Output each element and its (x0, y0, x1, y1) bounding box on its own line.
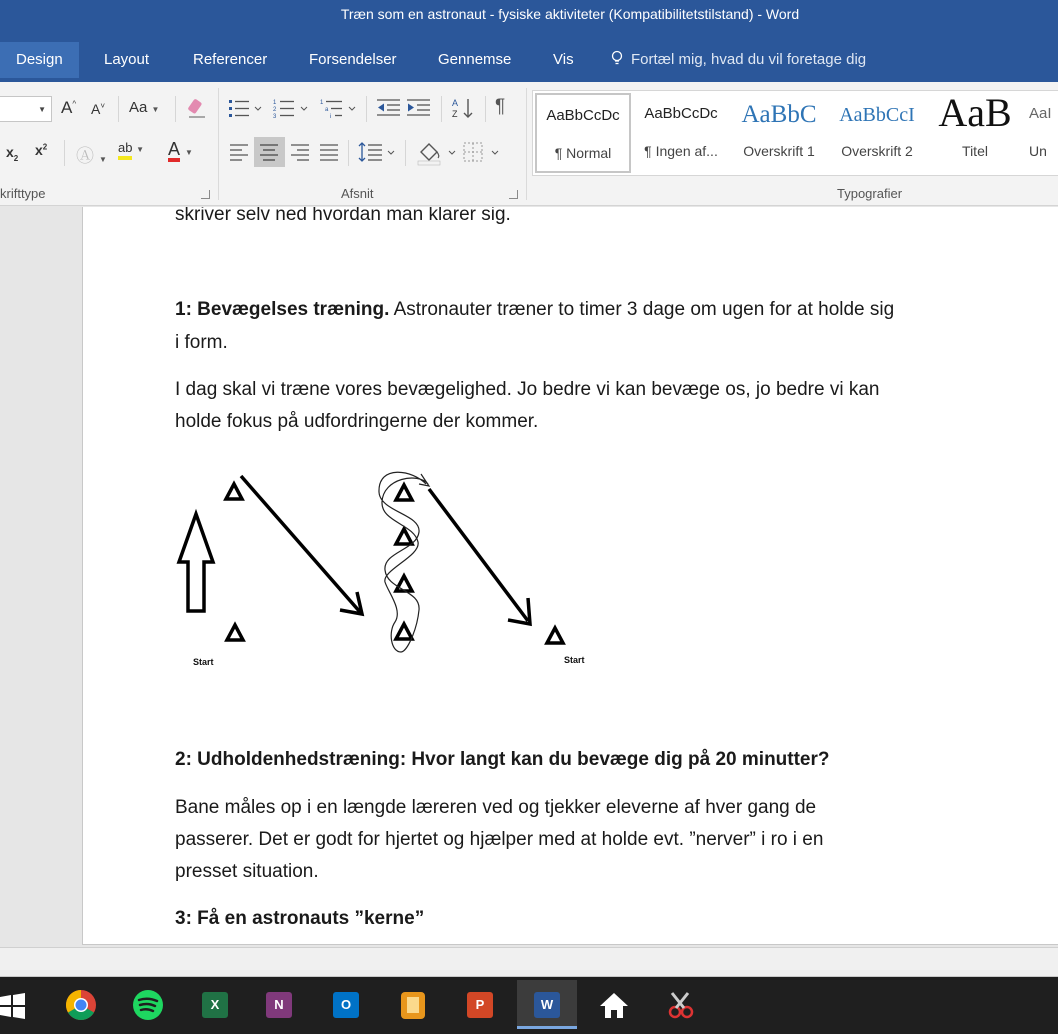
decrease-indent-icon[interactable] (376, 97, 402, 119)
superscript-button[interactable]: $x^2$ (35, 142, 48, 158)
excel-icon[interactable] (194, 985, 234, 1025)
style-subtitle[interactable] (1025, 91, 1058, 175)
font-dialog-launcher[interactable] (201, 190, 210, 199)
onenote-label: N (266, 992, 292, 1018)
cone (396, 485, 412, 500)
style-sample: AaI (1029, 105, 1052, 122)
up-arrow (179, 514, 213, 611)
subscript-label: x (6, 144, 14, 160)
excel-label: X (202, 992, 228, 1018)
cone (396, 529, 412, 544)
tab-review[interactable]: Gennemse (438, 51, 512, 68)
shading-icon[interactable] (415, 138, 457, 166)
align-left-icon[interactable] (228, 142, 250, 162)
paragraph-text: Astronauter træner to timer 3 dage om ugen for at holde sig (389, 299, 895, 320)
font-color-button[interactable]: A ▼ (168, 139, 193, 162)
align-center-icon (258, 142, 280, 162)
taskbar (0, 977, 1058, 1034)
paragraph: skriver selv ned hvordan man klarer sig. (175, 207, 511, 225)
separator (366, 96, 367, 122)
bullets-icon[interactable] (228, 97, 262, 119)
cone (227, 625, 243, 640)
diagonal-arrow (241, 476, 360, 612)
start-label: Start (193, 657, 214, 667)
style-heading-1[interactable] (731, 91, 827, 175)
style-title[interactable] (927, 91, 1023, 175)
paragraph-group-label: Afsnit (341, 186, 374, 201)
styles-gallery (532, 90, 1058, 176)
style-sample: AaBbCcDc (546, 107, 620, 124)
tab-design[interactable]: Design (0, 42, 79, 78)
subscript-button[interactable]: $x_2$ (6, 144, 19, 163)
powerpoint-label: P (467, 992, 493, 1018)
cone (547, 628, 563, 643)
group-separator (218, 88, 219, 200)
separator (175, 96, 176, 122)
increase-indent-icon[interactable] (406, 97, 432, 119)
change-case-button[interactable]: Aa ▼ (129, 99, 160, 116)
svg-text:Z: Z (452, 109, 458, 119)
outlook-icon[interactable] (325, 985, 365, 1025)
style-sample: AaBbC (741, 101, 817, 128)
paragraph: passerer. Det er godt for hjertet og hjælper med at holde evt. ”nerver” i ro i en (175, 829, 824, 850)
shrink-font-button[interactable]: A˅ (91, 101, 106, 117)
svg-text:a: a (325, 107, 329, 113)
tab-view[interactable]: Vis (553, 51, 574, 68)
paragraph: i form. (175, 332, 228, 353)
exercise-diagram (173, 462, 593, 672)
styles-group-label: Typografier (837, 186, 903, 201)
document-area (0, 207, 1058, 947)
font-size-dropdown[interactable] (0, 96, 52, 122)
style-normal[interactable] (535, 93, 631, 173)
style-name: ¶ Normal (554, 145, 612, 161)
separator (485, 96, 486, 122)
cone (396, 576, 412, 591)
line-spacing-icon[interactable] (358, 140, 396, 164)
start-label: Start (564, 655, 585, 665)
window-title: Træn som en astronaut - fysiske aktiviteter (Kompatibilitetstilstand) - Word (340, 6, 800, 22)
svg-text:1: 1 (273, 100, 277, 106)
cone (396, 624, 412, 639)
separator (405, 140, 406, 166)
paragraph (175, 294, 894, 326)
font-color-label: A (168, 140, 180, 162)
font-group-label: krifttype (0, 186, 46, 201)
group-separator (526, 88, 527, 200)
clear-formatting-icon[interactable] (186, 98, 208, 120)
justify-icon[interactable] (318, 142, 340, 162)
grow-font-label: A (61, 98, 73, 117)
svg-text:i: i (330, 114, 332, 119)
snipping-tool-icon[interactable] (660, 985, 700, 1025)
separator (118, 96, 119, 122)
diagonal-arrow (429, 489, 528, 621)
style-no-spacing[interactable] (633, 91, 729, 175)
text-effects-button[interactable]: Ⓐ ▼ (76, 146, 107, 166)
style-name: Overskrift 2 (841, 143, 913, 159)
numbering-icon[interactable] (273, 97, 309, 119)
section-heading: 3: Få en astronauts ”kerne” (175, 908, 425, 929)
svg-text:2: 2 (273, 107, 277, 113)
ribbon (0, 82, 1058, 206)
change-case-label: Aa (129, 99, 148, 116)
files-icon[interactable] (393, 985, 433, 1025)
status-bar (0, 947, 1058, 977)
separator (64, 140, 65, 166)
outlook-label: O (333, 992, 359, 1018)
tab-references[interactable]: Referencer (193, 51, 268, 68)
windows-start-icon[interactable] (0, 985, 28, 1025)
paragraph: I dag skal vi træne vores bevægelighed. Jo bedre vi kan bevæge os, jo bedre vi kan (175, 379, 880, 400)
ribbon-tabs (0, 30, 1058, 82)
borders-icon[interactable] (462, 140, 502, 164)
tell-me-search[interactable] (611, 42, 866, 78)
style-name: Titel (962, 143, 988, 159)
paragraph-dialog-launcher[interactable] (509, 190, 518, 199)
paragraph: presset situation. (175, 861, 319, 882)
align-center-button[interactable] (254, 137, 285, 167)
tell-me-label: Fortæl mig, hvad du vil foretage dig (631, 51, 867, 68)
chrome-icon[interactable] (61, 985, 101, 1025)
style-name: Un (1029, 143, 1047, 159)
style-sample: AaB (938, 90, 1012, 135)
svg-text:3: 3 (273, 114, 277, 119)
separator (348, 140, 349, 166)
onenote-icon[interactable] (258, 985, 298, 1025)
multilevel-list-icon[interactable] (320, 97, 358, 119)
svg-text:1: 1 (320, 100, 324, 106)
section-heading: 2: Udholdenhedstræning: Hvor langt kan du bevæge dig på 20 minutter? (175, 749, 830, 770)
style-name: Overskrift 1 (743, 143, 815, 159)
home-icon[interactable] (594, 985, 634, 1025)
style-name: ¶ Ingen af... (644, 143, 718, 159)
shrink-font-label: A (91, 101, 101, 117)
svg-text:A: A (452, 98, 459, 108)
paragraph: Bane måles op i en længde læreren ved og tjekker eleverne af hver gang de (175, 797, 817, 818)
align-right-icon[interactable] (289, 142, 311, 162)
grow-font-button[interactable]: A^ (61, 98, 77, 117)
section-heading: 1: Bevægelses træning. (175, 299, 390, 320)
tab-layout[interactable]: Layout (104, 51, 150, 68)
separator (441, 96, 442, 122)
highlight-button[interactable]: ab ▼ (118, 140, 144, 160)
style-heading-2[interactable] (829, 91, 925, 175)
tab-mailings[interactable]: Forsendelser (309, 51, 397, 68)
highlight-label: ab (118, 140, 132, 160)
document-page[interactable] (82, 207, 1058, 945)
cone (226, 484, 242, 499)
show-formatting-button[interactable]: ¶ (495, 96, 506, 117)
word-icon[interactable] (517, 980, 577, 1029)
chevron-down-icon: ▼ (38, 105, 46, 114)
powerpoint-icon[interactable] (459, 985, 499, 1025)
sort-icon[interactable] (451, 96, 475, 120)
spotify-icon[interactable] (128, 985, 168, 1025)
style-sample: AaBbCcDc (644, 105, 718, 122)
lightbulb-icon (611, 50, 623, 66)
superscript-label: x (35, 142, 43, 158)
word-label: W (534, 992, 560, 1018)
paragraph: holde fokus på udfordringerne der kommer. (175, 411, 539, 432)
title-bar (0, 0, 1058, 30)
style-sample: AaBbCcI (839, 104, 915, 126)
